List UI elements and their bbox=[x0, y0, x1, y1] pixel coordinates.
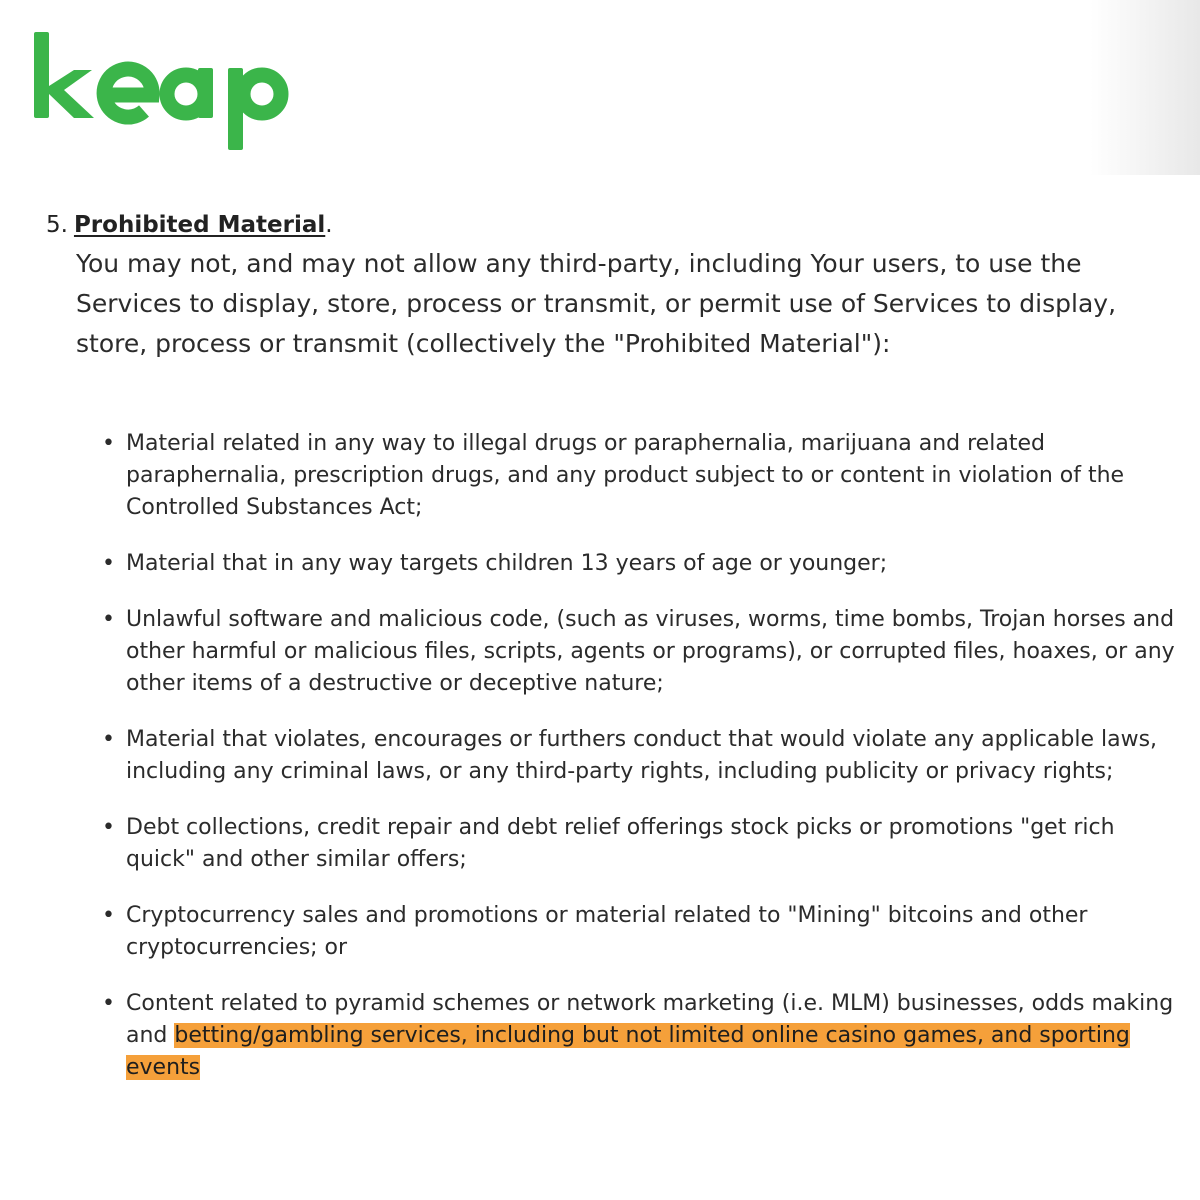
bullet-icon: • bbox=[102, 815, 115, 840]
highlighted-text: betting/gambling services, including but not limited online casino games, and sporting events bbox=[126, 1023, 1130, 1080]
list-item bbox=[100, 988, 1180, 1084]
prohibited-material-section bbox=[46, 206, 1176, 364]
section-title-period: . bbox=[325, 212, 333, 238]
list-item bbox=[100, 604, 1180, 700]
keap-logo-graphic bbox=[34, 28, 294, 152]
list-item bbox=[100, 724, 1180, 788]
list-item bbox=[100, 900, 1180, 964]
list-item bbox=[100, 428, 1180, 524]
section-title: Prohibited Material bbox=[73, 212, 326, 238]
bullet-icon: • bbox=[102, 903, 115, 928]
list-item-text: Debt collections, credit repair and debt relief offerings stock picks or promotions "get rich quick" and other similar offers; bbox=[126, 815, 1115, 872]
section-intro: You may not, and may not allow any third-party, including Your users, to use the Services to display, store, process or transmit, or permit use of Services to display, store, process or transmit (collectively the "Prohibited Material"): bbox=[76, 249, 1117, 358]
keap-logo bbox=[34, 28, 294, 152]
list-item bbox=[100, 812, 1180, 876]
list-item-text: Material that in any way targets children 13 years of age or younger; bbox=[126, 551, 888, 576]
list-item-text: Content related to pyramid schemes or network marketing (i.e. MLM) businesses, odds making and bbox=[126, 991, 1174, 1048]
bullet-icon: • bbox=[102, 551, 115, 576]
section-number: 5. bbox=[46, 212, 68, 238]
list-item-text: Material related in any way to illegal drugs or paraphernalia, marijuana and related paraphernalia, prescription drugs, and any product subject to or content in violation of the Controlled Substances Act; bbox=[126, 431, 1125, 520]
bullet-icon: • bbox=[102, 727, 115, 752]
prohibited-items-list bbox=[100, 428, 1180, 1108]
bullet-icon: • bbox=[102, 991, 115, 1016]
list-item-text: Unlawful software and malicious code, (such as viruses, worms, time bombs, Trojan horses and other harmful or malicious files, scripts, agents or programs), or corrupted files, hoaxes, or any other items of a destructive or deceptive nature; bbox=[126, 607, 1175, 696]
bullet-icon: • bbox=[102, 607, 115, 632]
list-item-text: Material that violates, encourages or furthers conduct that would violate any applicable laws, including any criminal laws, or any third-party rights, including publicity or privacy rights; bbox=[126, 727, 1158, 784]
section-heading bbox=[46, 206, 1176, 244]
corner-shade bbox=[1090, 0, 1200, 175]
list-item-text: Cryptocurrency sales and promotions or material related to "Mining" bitcoins and other cryptocurrencies; or bbox=[126, 903, 1088, 960]
bullet-icon: • bbox=[102, 431, 115, 456]
list-item bbox=[100, 548, 1180, 580]
